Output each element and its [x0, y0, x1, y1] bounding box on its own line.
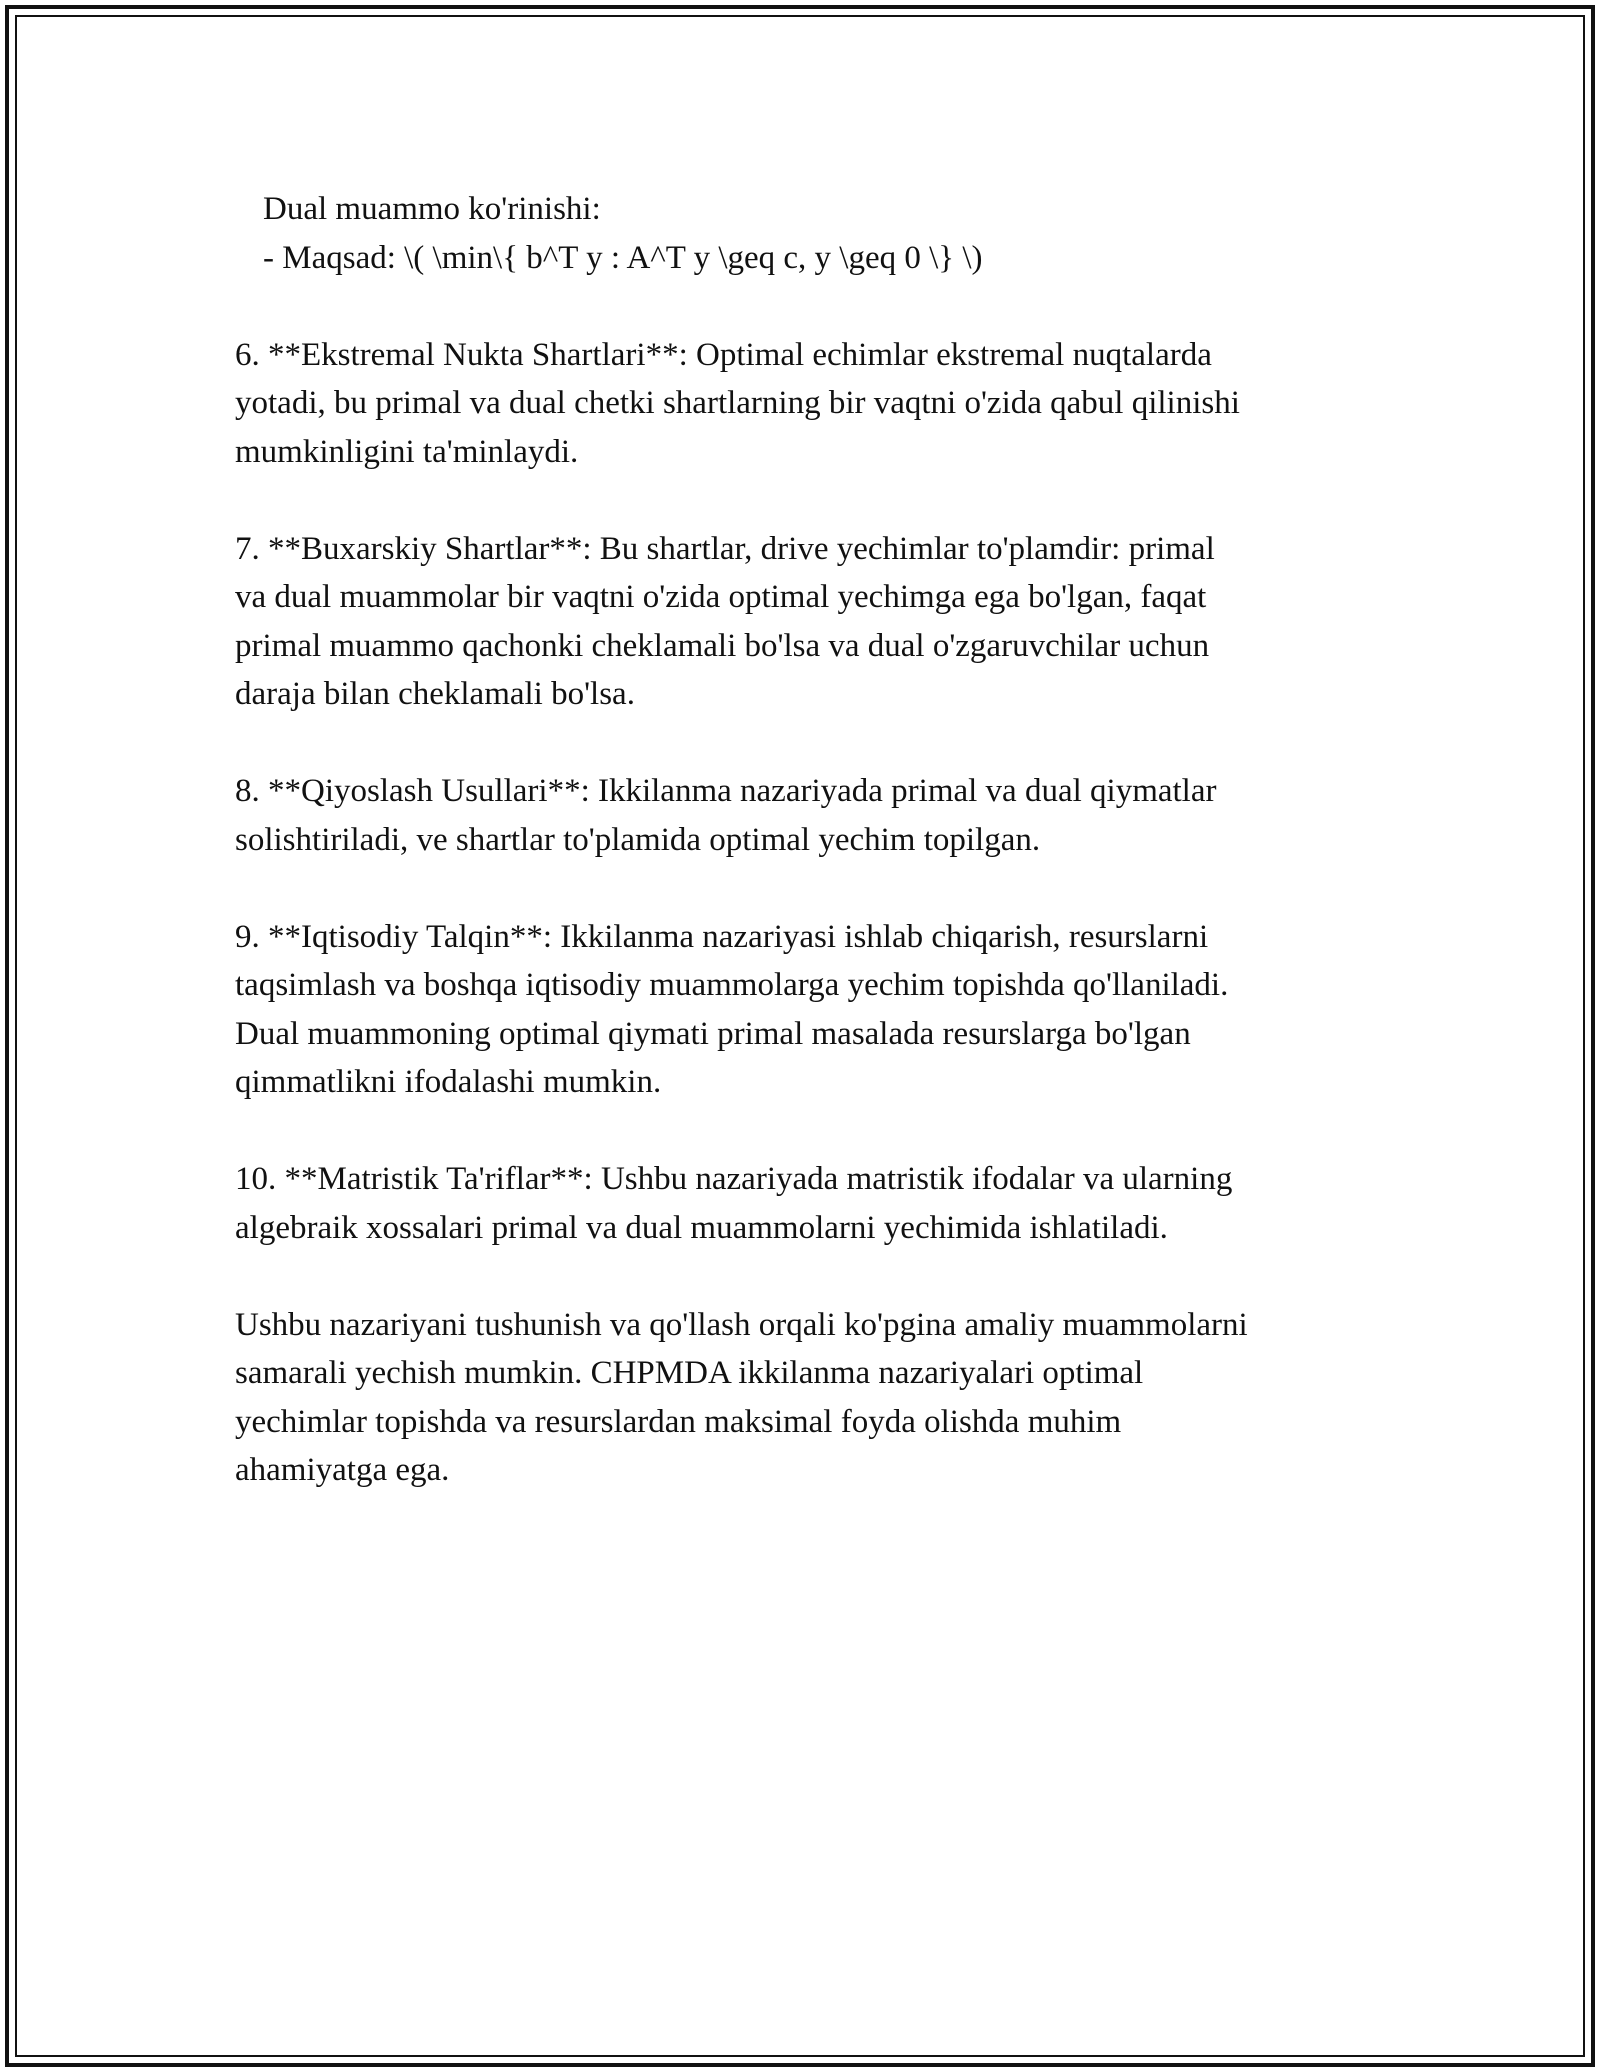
- dual-problem-block: [235, 185, 1385, 282]
- text-line: Dual muammoning optimal qiymati primal masalada resurslarga bo'lgan: [235, 1015, 1191, 1052]
- text-line: primal muammo qachonki cheklamali bo'lsa va dual o'zgaruvchilar uchun: [235, 627, 1210, 664]
- text-line: 9. **Iqtisodiy Talqin**: Ikkilanma nazariyasi ishlab chiqarish, resurslarni: [235, 918, 1209, 955]
- conclusion-paragraph: [235, 1301, 1385, 1495]
- item-10-paragraph: [235, 1155, 1385, 1252]
- text-line: va dual muammolar bir vaqtni o'zida optimal yechimga ega bo'lgan, faqat: [235, 579, 1207, 615]
- text-line: 8. **Qiyoslash Usullari**: Ikkilanma nazariyada primal va dual qiymatlar: [235, 773, 1217, 809]
- paragraph-gap: [235, 476, 1385, 525]
- item-6-paragraph: [235, 331, 1385, 477]
- paragraph-gap: [235, 1252, 1385, 1301]
- paragraph-gap: [235, 1107, 1385, 1156]
- text-line: daraja bilan cheklamali bo'lsa.: [235, 676, 635, 712]
- dual-problem-objective: - Maqsad: \( \min\{ b^T y : A^T y \geq c, y \geq 0 \} \): [263, 239, 983, 276]
- item-7-paragraph: [235, 525, 1385, 719]
- text-line: qimmatlikni ifodalashi mumkin.: [235, 1064, 662, 1100]
- text-line: taqsimlash va boshqa iqtisodiy muammolarga yechim topishda qo'llaniladi.: [235, 967, 1229, 1003]
- document-body: [235, 185, 1385, 1495]
- paragraph-gap: [235, 864, 1385, 913]
- text-line: algebraik xossalari primal va dual muammolarni yechimida ishlatiladi.: [235, 1209, 1168, 1246]
- text-line: 7. **Buxarskiy Shartlar**: Bu shartlar, drive yechimlar to'plamdir: primal: [235, 530, 1215, 567]
- text-line: 10. **Matristik Ta'riflar**: Ushbu nazariyada matristik ifodalar va ularning: [235, 1161, 1233, 1197]
- text-line: solishtiriladi, ve shartlar to'plamida optimal yechim topilgan.: [235, 821, 1041, 858]
- paragraph-gap: [235, 282, 1385, 331]
- text-line: 6. **Ekstremal Nukta Shartlari**: Optimal echimlar ekstremal nuqtalarda: [235, 336, 1212, 373]
- text-line: yechimlar topishda va resurslardan maksimal foyda olishda muhim: [235, 1403, 1122, 1440]
- text-line: Ushbu nazariyani tushunish va qo'llash orqali ko'pgina amaliy muammolarni: [235, 1306, 1248, 1343]
- item-8-paragraph: [235, 767, 1385, 864]
- paragraph-gap: [235, 719, 1385, 768]
- text-line: yotadi, bu primal va dual chetki shartlarning bir vaqtni o'zida qabul qilinishi: [235, 385, 1240, 421]
- item-9-paragraph: [235, 913, 1385, 1107]
- text-line: ahamiyatga ega.: [235, 1452, 450, 1488]
- text-line: samarali yechish mumkin. CHPMDA ikkilanma nazariyalari optimal: [235, 1355, 1144, 1391]
- text-line: mumkinligini ta'minlaydi.: [235, 433, 579, 470]
- dual-problem-heading: Dual muammo ko'rinishi:: [263, 191, 601, 227]
